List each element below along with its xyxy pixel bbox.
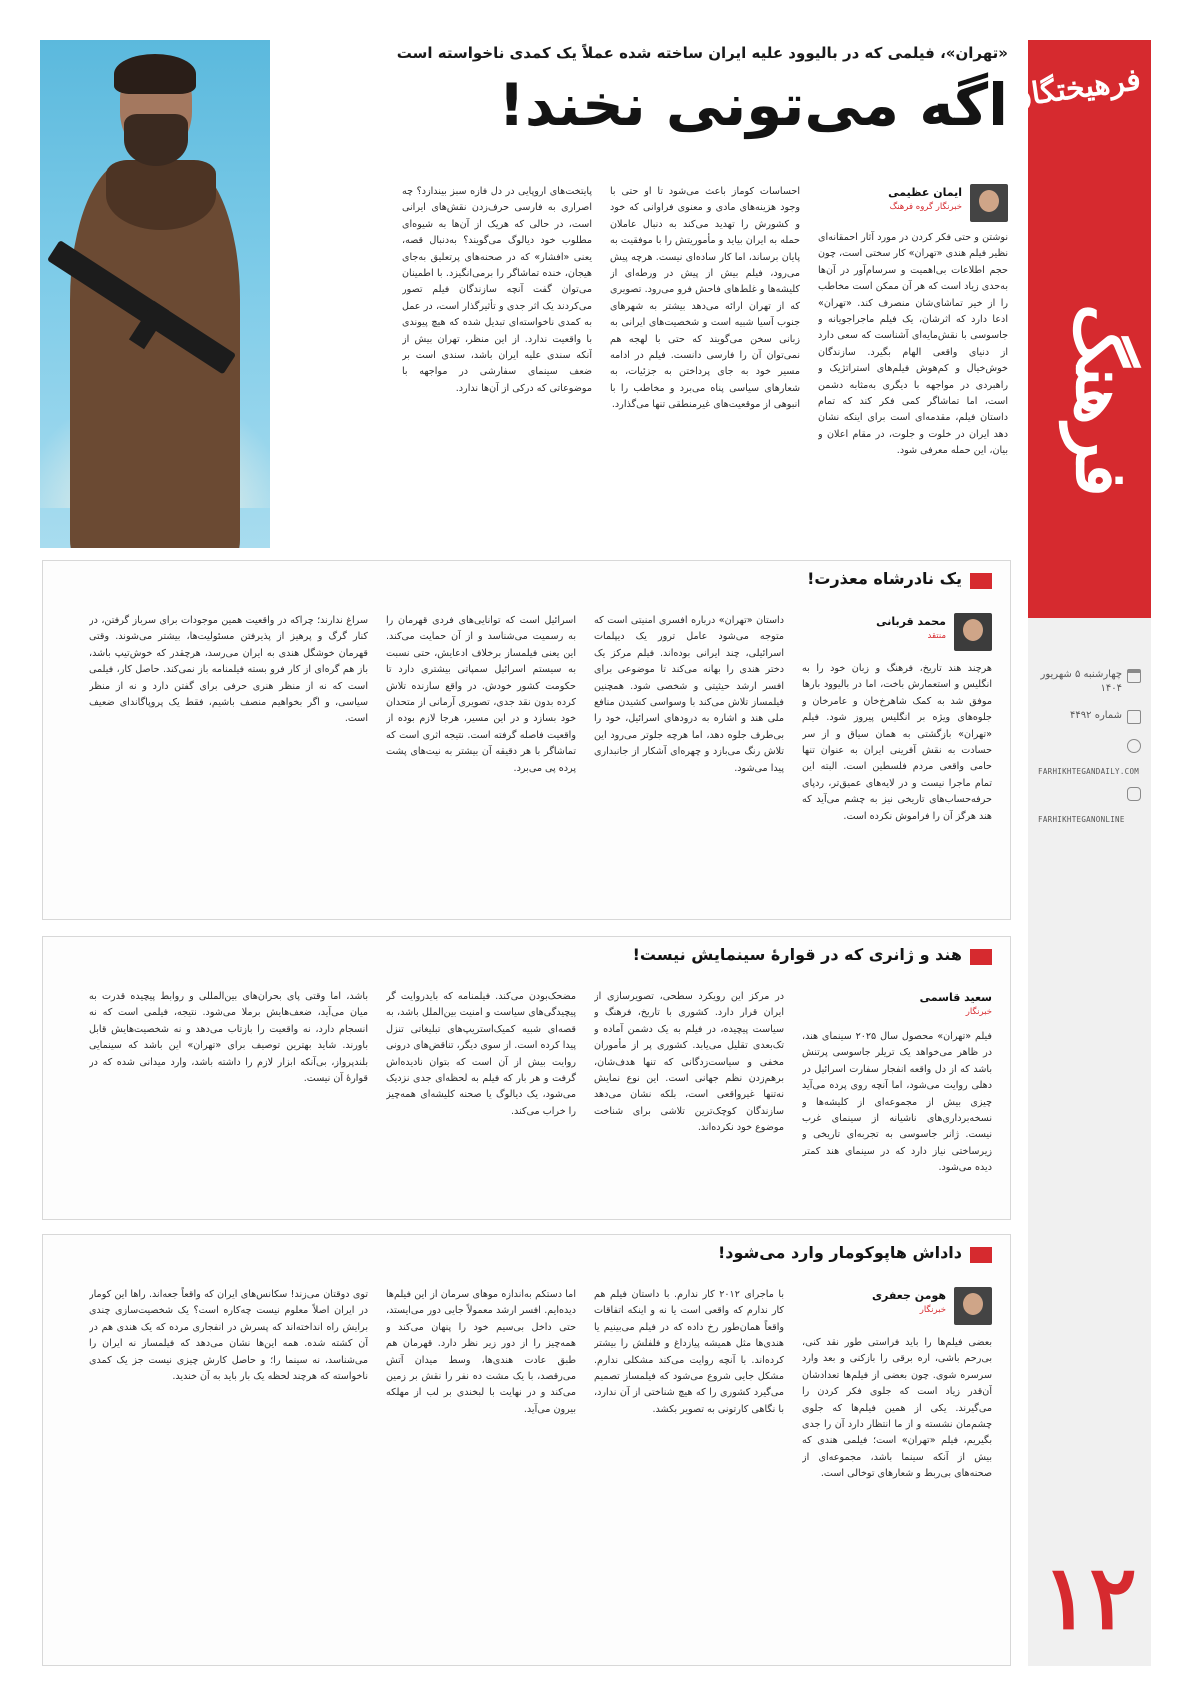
website-link[interactable]: FARHIKHTEGANDAILY.COM <box>1038 767 1140 776</box>
author-avatar <box>954 613 992 651</box>
article-2-title: یک نادرشاه معذرت! <box>807 569 992 593</box>
actor-hair <box>114 54 196 94</box>
article-3-column-1: فیلم «تهران» محصول سال ۲۰۲۵ سینمای هند، در ظاهر می‌خواهد یک تریلر جاسوسی پرتنش باشد که از دل واقعه انفجار سفارت اسرائیل در دهلی روایت می‌شود، اما آنچه روی پرده می‌آید چیزی بیش از مجموعه‌ای از کلیشه‌ها و نسخه‌برداری‌های ناشیانه از سینمای غرب نیست. ژانر جاسوسی به تجربه‌ای تاریخی و زیرساختی نیاز دارد که در سینمای هند کمتر دیده می‌شود. <box>802 1031 992 1174</box>
top-story-column-1: نوشتن و حتی فکر کردن در مورد آثار احمقانه‌ای نظیر فیلم هندی «تهران» کار سختی است، چون حجم اطلاعات بی‌اهمیت و سرسام‌آور در آن‌ها به‌حدی زیاد است که هر آن ممکن است مخاطب را از خیر تماشای‌شان منصرف کند. «تهران» ادعا دارد که اثرشان، یک فیلم ماجراجویانه و جاسوسی با نقش‌مایه‌ای آشناست که سعی دارد از دنیای واقعی الهام بگیرد. سازندگان خوش‌خیال و کم‌هوش فیلم‌های استراتژیک و راهبردی در مواجهه با دیگری به‌مثابه دشمن است، اما تماشاگر کمی فکر کند که تمام داستان فیلم، مقدمه‌ای است برای اینکه نشان دهد ایران در خلوت و جلوت، در مقام اعلان و بیان، این حمله معرفی شود. <box>818 232 1008 457</box>
article-2-column-4: سراغ ندارند؛ چراکه در واقعیت همین موجودات برای سرباز گرفتن، در کنار گرگ و پرهیز از پذیرفتن مسئولیت‌ها، بیشتر می‌شوند. وقتی قهرمان خوشگل هندی به ایران می‌رسد، هرچقدر که خوش‌تیپ باشد، باز هم گره‌ای از کار فرو بسته فیلمنامه باز نمی‌کند. حاصل کار، فیلمی است که نه از منظر هنری حرفی برای گفتن دارد و نه از منظر سیاسی، و اگر بخواهیم منصف باشیم، فقط یک پروپاگاندای ضعیف است. <box>89 615 368 725</box>
author-role: منتقد <box>927 631 946 641</box>
actor-scarf <box>106 160 216 230</box>
article-3-column-2: در مرکز این رویکرد سطحی، تصویرسازی از ایران قرار دارد. کشوری با تاریخ، فرهنگ و سیاست پیچیده، در فیلم به یک دشمن آماده و تک‌بعدی تقلیل می‌یابد. کشوری پر از مأموران مخفی و سیاست‌زدگانی که تنها هدف‌شان، برهم‌زدن نظم جهانی است. این نوع نمایش نه‌تنها غیرواقعی است، بلکه نشان می‌دهد سازندگان کوچک‌ترین تلاشی برای شناخت موضوع خود نکرده‌اند. <box>594 991 784 1134</box>
date-row <box>1038 668 1141 695</box>
article-2-column-1: هرچند هند تاریخ، فرهنگ و زبان خود را به انگلیس و استعمارش باخت، اما در بالیوود بارها موفق شد به کمک شاهرخ‌خان و عامرخان و جلوه‌های ویژه بر انگلیس پیروز شود. فیلم «تهران» بازگشتی به همان سیاق و از سر حسادت به نقش آفرینی ایران به عنوان تنها حامی واقعی مردم فلسطین است. البته این تمام ماجرا نیست و در لایه‌های عمیق‌تر، ردپای حرفه‌حساب‌های تاریخی نیز به چشم می‌آید که هند هرگز آن را فراموش نکرده است. <box>802 663 992 822</box>
author-role: خبرنگار گروه فرهنگ <box>889 202 962 212</box>
article-3-title: هند و ژانری که در قوارۀ سینمایش نیست! <box>633 945 992 969</box>
article-3-column-4: باشد، اما وقتی پای بحران‌های بین‌المللی و روابط پیچیده قدرت به میان می‌آید، ضعف‌هایش برملا می‌شود. نتیجه، فیلمی است که نه انسجام دارد، نه واقعیت را بازتاب می‌دهد و نه شخصیت‌هایش قابل باورند. شاید بهترین توصیف برای «تهران» این باشد که سینمایی بلندپرواز، بی‌آنکه ابزار لازم را داشته باشد، وارد میدانی شده که در قوارۀ آن نیست. <box>89 991 368 1085</box>
top-story-kicker: «تهران»، فیلمی که در بالیوود علیه ایران ساخته شده عملاً یک کمدی ناخواسته است <box>396 44 1008 62</box>
article-3-byline <box>802 989 992 1027</box>
issue-info <box>1038 668 1141 824</box>
article-4-column-3: اما دستکم به‌اندازه موهای سرمان از این فیلم‌ها دیده‌ایم. افسر ارشد معمولاً جایی دور می‌ایستد، حتی داخل بی‌سیم خود را پنهان می‌کند و همه‌چیز را از دور زیر نظر دارد. قهرمان هم طبق عادت هندی‌ها، وسط میدان آتش می‌رقصد، با یک مشت ده نفر را نقش بر زمین می‌کند و در نهایت با لبخندی بر لب از مهلکه بیرون می‌آید. <box>386 1289 576 1415</box>
masthead-info-panel <box>1028 618 1151 1666</box>
issue-row <box>1038 709 1141 724</box>
newspaper-logo: فرهیختگان <box>1007 62 1143 116</box>
top-story-column-3: پایتخت‌های اروپایی در دل فازه سبز بیندازد؟ چه اصراری به فارسی حرف‌زدن نقش‌های ایرانی است، در حالی که هریک از آن‌ها به شیوه‌ای مطلوب خود دیالوگ می‌گویند؟ به‌دنبال قصه، یعنی «افشار» که در صحنه‌های پرتعلیق به‌جای هیجان، خنده تماشاگر را برمی‌انگیزد. با اطمینان می‌توان گفت آنچه سازندگان فیلم تصور می‌کردند یک اثر جدی و تأثیرگذار است، در عمل به کمدی ناخواسته‌ای تبدیل شده که هیچ پیوندی با واقعیت ندارد. از این منظر، تهران بیش از آنکه سندی علیه ایران باشد، سندی است بر ضعف سینمای سفارشی در مواجهه با موضوعاتی که درکی از آن‌ها ندارد. <box>402 186 592 394</box>
author-avatar <box>970 184 1008 222</box>
article-4-title: داداش هاپوکومار وارد می‌شود! <box>718 1243 992 1267</box>
article-2-column-2: داستان «تهران» درباره افسری امنیتی است که متوجه می‌شود عامل ترور یک دیپلمات اسرائیلی، چند ایرانی بوده‌اند. فیلم مرکز یک دختر هندی را بهانه می‌کند تا موضوعی برای افسر ارشد حیثیتی و شخصی شود. همچنین فیلمساز تلاش می‌کند با وسواسی کشیدن منافع ملی هند و اشاره به درودهای اسرائیل، خود را بی‌طرف جلوه دهد، اما هرچه جلوتر می‌رود این تلاش رنگ می‌بازد و چهره‌ای آشکار از جانبداری پیدا می‌شود. <box>594 615 784 774</box>
instagram-row <box>1038 786 1141 801</box>
article-box-4 <box>42 1234 1011 1666</box>
top-story-byline <box>818 184 1008 222</box>
article-3-column-3: مضحک‌بودن می‌کند. فیلمنامه که بایدروایت گر پیچیدگی‌های سیاست و امنیت بین‌الملل باشد، به قصه‌ای شبیه کمیک‌استریپ‌های تبلیغاتی تنزل پیدا کرده است. از سوی دیگر، تناقض‌های درونی روایت بیش از آن است که بتوان نادیده‌اش گرفت و هر بار که فیلم به لحظه‌ای جدی نزدیک می‌شود، یک دیالوگ یا صحنه کلیشه‌ای همه‌چیز را خراب می‌کند. <box>386 991 576 1117</box>
issue-number: شماره ۴۴۹۲ <box>1070 710 1122 721</box>
masthead-strip <box>1007 40 1151 1666</box>
actor-beard <box>124 114 188 166</box>
article-4-column-1: بعضی فیلم‌ها را باید فراستی طور نقد کنی، بی‌رحم باشی، اره برقی را بازکنی و بعد وارد سرسره شوی. چون بعضی از فیلم‌ها تعدادشان آن‌قدر زیاد است که جلوی فکر کردن را می‌گیرند. یکی از همین فیلم‌ها که جلوی چشم‌مان نشسته و از ما انتظار دارد آن را جدی بگیریم، فیلم «تهران» است؛ فیلمی هندی که بیش از آنکه سینما باشد، مجموعه‌ای از صحنه‌های بی‌ربط و شعارهای توخالی است. <box>802 1337 992 1480</box>
author-name: هومن جعفری <box>871 1289 946 1302</box>
author-name: محمد قربانی <box>876 615 946 628</box>
article-2-column-3: اسرائیل است که توانایی‌های فردی قهرمان را به رسمیت می‌شناسد و از آن حمایت می‌کند. این یعنی فیلمساز برخلاف ادعایش، حتی نسبت به سیستم اسرائیل سمپاتی بیشتری دارد تا حکومت کشور خودش. در واقع سازنده تلاش کرده بدون نقد جدی، تصویری آرمانی از متحدان خود بسازد و در این مسیر، هرجا لازم بوده از واقعیت فاصله گرفته است. نتیجه اثری است که تماشاگر با هر دقیقه آن بیشتر به نیت‌های پشت پرده پی می‌برد. <box>386 615 576 774</box>
page-number: ۱۲ <box>1042 1545 1137 1649</box>
globe-icon <box>1127 739 1141 753</box>
author-role: خبرنگار <box>965 1007 992 1017</box>
article-2-byline <box>802 613 992 651</box>
author-role: خبرنگار <box>919 1305 946 1315</box>
author-name: ایمان عظیمی <box>888 186 962 199</box>
author-name: سعید قاسمی <box>919 991 992 1004</box>
article-box-3 <box>42 936 1011 1220</box>
calendar-icon <box>1127 669 1141 683</box>
article-4-column-2: با ماجرای ۲۰۱۲ کار ندارم. با داستان فیلم هم کار ندارم که واقعی است یا نه و اینکه اتفاقات واقعاً همان‌طور رخ داده که در فیلم می‌بینیم یا هندی‌ها مثل همیشه پیازداغ و فلفلش را بیشتر کرده‌اند. با آنچه روایت می‌کند مشکلی ندارم. مشکل جایی شروع می‌شود که فیلمساز تصمیم می‌گیرد کشوری را که هیچ شناختی از آن ندارد، با نگاهی کارتونی به تصویر بکشد. <box>594 1289 784 1415</box>
website-row <box>1038 738 1141 753</box>
article-4-byline <box>802 1287 992 1325</box>
author-avatar <box>954 1287 992 1325</box>
section-name: فرهنگ <box>1060 303 1143 497</box>
top-story-column-2: احساسات کوماز باعث می‌شود تا او حتی با وجود هزینه‌های مادی و معنوی فراوانی که خود و کشورش را تهدید می‌کند به دنبال عاملان حمله به ایران بیاید و مأموریتش را با موفقیت به پایان برساند، اما کار ساده‌ای نیست. هرچه پیش می‌رود، فیلم بیش از پیش در ورطه‌ای از کلیشه‌ها و غلط‌های فاحش فرو می‌رود. تصویری که از تهران ارائه می‌دهد بیشتر به شهرهای جنوب آسیا شبیه است و شخصیت‌های ایرانی به زبانی سخن می‌گویند که حتی با لهجه هم نمی‌توان آن را فارسی دانست. فیلم در ادامه مسیر خود به جای پرداختن به جزئیات، به شعارهای سیاسی پناه می‌برد و مخاطب را با انبوهی از موقعیت‌های غیرمنطقی تنها می‌گذارد. <box>610 186 800 411</box>
film-still-photo <box>40 40 270 548</box>
instagram-icon <box>1127 787 1141 801</box>
issue-date: چهارشنبه ۵ شهریور ۱۴۰۴ <box>1040 669 1122 694</box>
article-4-column-4: توی دوقتان می‌زند! سکانس‌های ایران که واقعاً جعه‌اند. راها این کومار در ایران اصلاً معلوم نیست چه‌کاره است؟ یک شخصیت‌سازی چندی برایش راه انداخته‌اند که پسرش در انفجاری مرده که یک هندی هم در آن کشته شده. همه این‌ها نشان می‌دهد که فیلمساز نه ایران را می‌شناسد، نه سینما را؛ و حاصل کارش چیزی نیست جز یک کمدی ناخواسته که هرچند لحظه یک بار باید به آن خندید. <box>89 1289 368 1383</box>
instagram-link[interactable]: FARHIKHTEGANONLINE <box>1038 815 1125 824</box>
newspaper-icon <box>1127 710 1141 724</box>
article-box-2 <box>42 560 1011 920</box>
top-story-headline: اگه می‌تونی نخند! <box>498 71 1008 139</box>
masthead-red-panel <box>1007 40 1151 618</box>
